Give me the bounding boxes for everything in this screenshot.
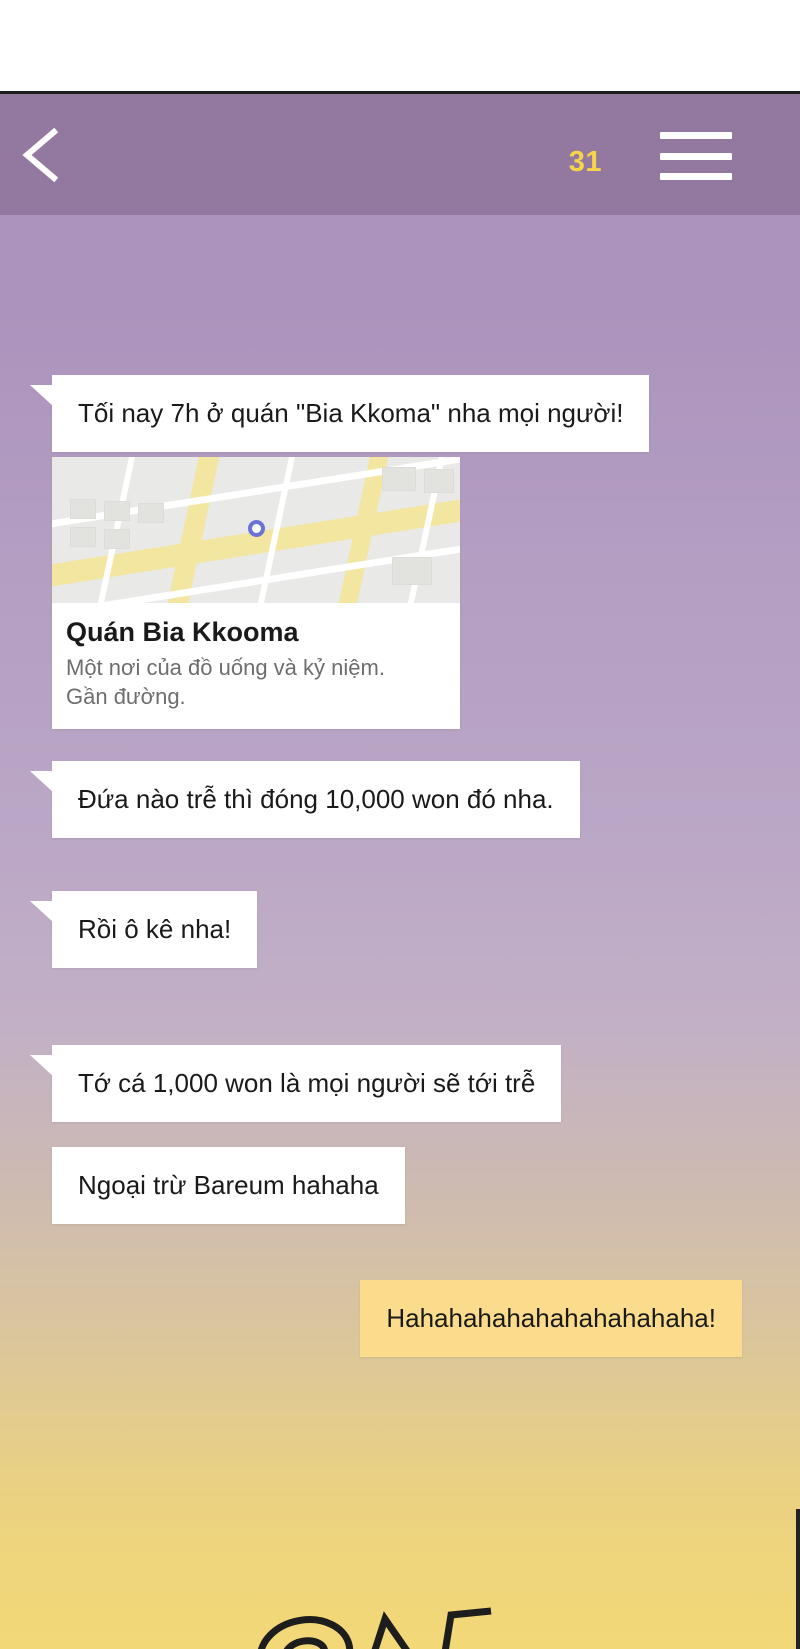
participant-count: 31 [568, 146, 602, 178]
map-block [70, 527, 96, 547]
menu-line-1 [660, 132, 732, 139]
map-block [382, 467, 416, 491]
map-block [138, 503, 164, 523]
menu-line-3 [660, 173, 732, 180]
map-location-card[interactable] [52, 457, 460, 729]
chat-header [0, 94, 800, 215]
page-edge-line [796, 1509, 800, 1649]
map-block [104, 501, 130, 521]
chat-bubble[interactable]: Rồi ô kê nha! [52, 891, 257, 968]
chat-bubble[interactable]: Ngoại trừ Bareum hahaha [52, 1147, 405, 1224]
map-road [157, 457, 226, 603]
menu-line-2 [660, 153, 732, 160]
back-button[interactable] [10, 120, 80, 190]
chat-bubble[interactable]: Tối nay 7h ở quán "Bia Kkoma" nha mọi người! [52, 375, 649, 452]
phone-screen [0, 94, 800, 1649]
decorative-artwork [245, 1559, 565, 1649]
map-block [392, 557, 432, 585]
map-place-desc-1: Một nơi của đồ uống và kỷ niệm. [66, 655, 385, 680]
map-block [104, 529, 130, 549]
map-pin-dot-icon [248, 520, 265, 537]
map-block [70, 499, 96, 519]
top-white-strip [0, 0, 800, 91]
map-place-desc-2: Gần đường. [66, 683, 186, 709]
map-place-name: Quán Bia Kkooma [66, 617, 299, 647]
map-block [424, 469, 454, 493]
map-info [52, 603, 460, 729]
chat-bubble[interactable]: Đứa nào trễ thì đóng 10,000 won đó nha. [52, 761, 580, 838]
hamburger-menu-icon[interactable] [660, 132, 732, 180]
chat-bubble[interactable]: Tớ cá 1,000 won là mọi người sẽ tới trễ [52, 1045, 561, 1122]
chat-message-list [0, 215, 800, 1649]
chat-bubble-own[interactable]: Hahahahahahahahahahaha! [360, 1280, 742, 1357]
map-thumbnail [52, 457, 460, 603]
